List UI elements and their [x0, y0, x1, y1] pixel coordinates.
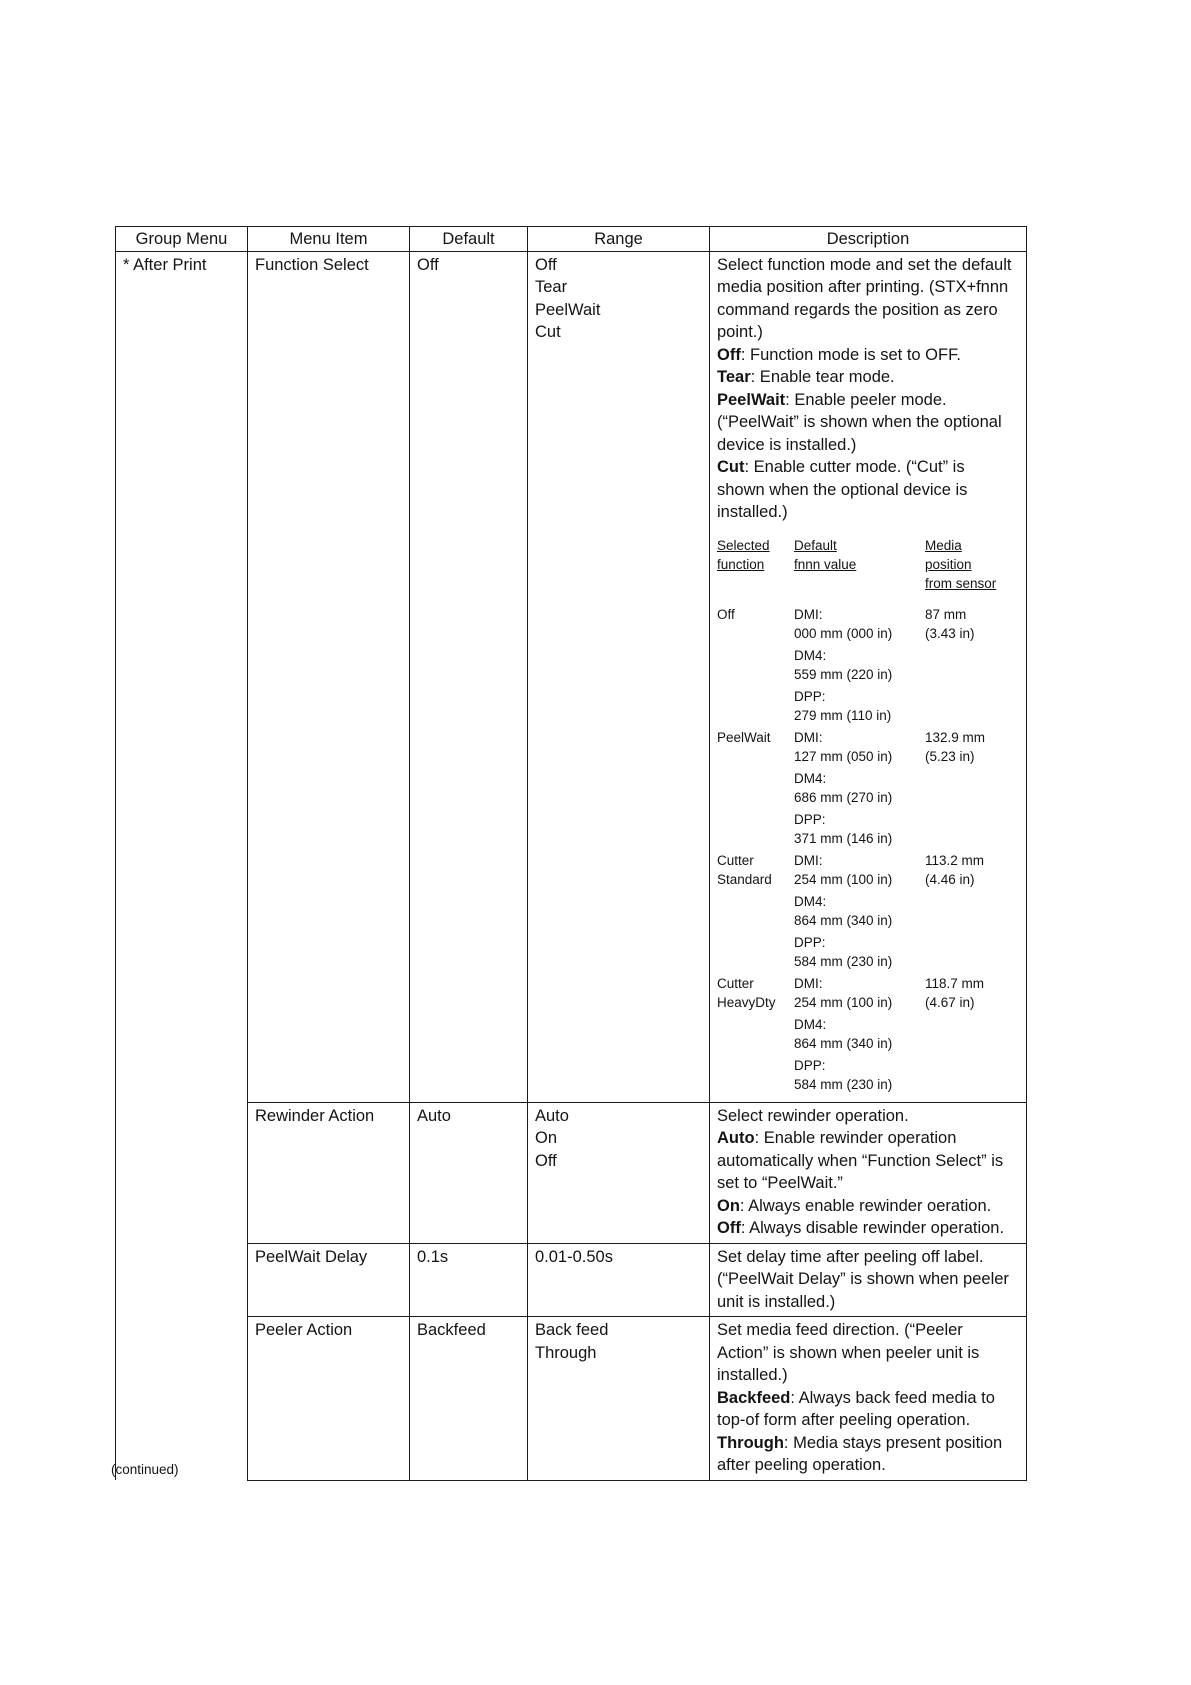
description-option-line: [717, 1127, 1019, 1150]
fnnn-position-in: (4.46 in): [925, 871, 975, 887]
table-row-peeler-action: [116, 1317, 1027, 1481]
fnnn-value: 686 mm (270 in): [794, 789, 893, 805]
fnnn-position-mm: 87 mm: [925, 606, 967, 622]
fnnn-values: [794, 728, 925, 851]
fnnn-model: DMI:: [794, 975, 823, 991]
menu-item-cell: PeelWait Delay: [248, 1243, 410, 1317]
fnnn-value: 000 mm (000 in): [794, 625, 893, 641]
description-line: after peeling operation.: [717, 1456, 886, 1474]
menu-item-cell: Rewinder Action: [248, 1102, 410, 1243]
range-option: Cut: [535, 323, 561, 341]
option-text: : Enable cutter mode. (“Cut” is: [744, 458, 965, 476]
description-line: media position after printing. (STX+fnnn: [717, 278, 1009, 296]
keyword: Auto: [717, 1129, 755, 1147]
fnnn-value-block: [794, 892, 925, 930]
fnnn-value-block: [794, 1015, 925, 1053]
fnnn-value-table: [717, 536, 1019, 1097]
description-line: top-of form after peeling operation.: [717, 1411, 971, 1429]
option-text: : Enable tear mode.: [750, 368, 895, 386]
fnnn-position: [925, 728, 1019, 851]
description-line: (“PeelWait Delay” is shown when peeler: [717, 1270, 1009, 1288]
fnnn-values: [794, 974, 925, 1097]
fnnn-value-block: [794, 687, 925, 725]
fnnn-header-text: fnnn value: [794, 556, 857, 572]
fnnn-value-block: [794, 646, 925, 684]
range-option: Back feed: [535, 1321, 609, 1339]
fnnn-function: [717, 974, 794, 1097]
keyword: Tear: [717, 368, 751, 386]
description-cell: [710, 1317, 1027, 1481]
option-text: : Always back feed media to: [790, 1388, 995, 1407]
fnnn-position-mm: 132.9 mm: [925, 729, 986, 745]
fnnn-model: DMI:: [794, 729, 823, 745]
description-cell: [710, 251, 1027, 1102]
description-option-line: [717, 456, 1019, 479]
description-option-line: [717, 344, 1019, 367]
fnnn-function-text: Off: [717, 606, 735, 622]
fnnn-value-block: [794, 1056, 925, 1094]
fnnn-row-peelwait: [717, 728, 1019, 851]
fnnn-header-text: Media: [925, 537, 962, 553]
table-row-rewinder-action: [116, 1102, 1027, 1243]
header-group-menu: Group Menu: [116, 227, 248, 252]
description-line: set to “PeelWait.”: [717, 1174, 843, 1192]
fnnn-model: DPP:: [794, 934, 826, 950]
fnnn-value: 864 mm (340 in): [794, 1035, 893, 1051]
description-line: device is installed.): [717, 435, 857, 454]
option-text: : Always enable rewinder oeration.: [739, 1196, 992, 1215]
description-line: Set delay time after peeling off label.: [717, 1247, 984, 1266]
table-row-function-select: [116, 251, 1027, 1102]
range-option: Tear: [535, 278, 568, 296]
fnnn-values: [794, 605, 925, 728]
fnnn-function-text: HeavyDty: [717, 994, 776, 1010]
range-option: PeelWait: [535, 300, 601, 319]
description-line: automatically when “Function Select” is: [717, 1151, 1004, 1170]
keyword: Off: [717, 1219, 741, 1237]
option-text: : Function mode is set to OFF.: [740, 345, 961, 364]
range-cell: [528, 1102, 710, 1243]
range-option: Off: [535, 255, 557, 274]
fnnn-position-in: (4.67 in): [925, 994, 975, 1010]
fnnn-model: DM4:: [794, 893, 827, 909]
menu-item-cell: Peeler Action: [248, 1317, 410, 1481]
fnnn-value-block: [794, 974, 925, 1012]
fnnn-value-block: [794, 933, 925, 971]
description-line: point.): [717, 323, 763, 341]
description-option-line: [717, 1217, 1019, 1240]
menu-item-cell: Function Select: [248, 251, 410, 1102]
fnnn-position: [925, 605, 1019, 728]
description-line: shown when the optional device is: [717, 480, 968, 499]
range-cell: [528, 1317, 710, 1481]
fnnn-function: [717, 728, 794, 851]
description-line: command regards the position as zero: [717, 300, 998, 319]
fnnn-value: 279 mm (110 in): [794, 707, 892, 723]
description-line: Select function mode and set the default: [717, 255, 1012, 274]
fnnn-position-in: (5.23 in): [925, 748, 975, 764]
fnnn-model: DPP:: [794, 811, 826, 827]
fnnn-value: 127 mm (050 in): [794, 748, 893, 764]
description-line: (“PeelWait” is shown when the optional: [717, 413, 1002, 431]
continued-note: (continued): [111, 1462, 179, 1477]
option-text: : Enable peeler mode.: [785, 390, 947, 409]
header-description: Description: [710, 227, 1027, 252]
fnnn-value: 584 mm (230 in): [794, 1076, 893, 1092]
fnnn-row-cutter-standard: [717, 851, 1019, 974]
fnnn-position-in: (3.43 in): [925, 625, 975, 641]
fnnn-model: DM4:: [794, 770, 827, 786]
header-range: Range: [528, 227, 710, 252]
fnnn-value: 559 mm (220 in): [794, 666, 893, 682]
range-cell: [528, 1243, 710, 1317]
fnnn-function-text: PeelWait: [717, 729, 771, 745]
fnnn-value-block: [794, 605, 925, 643]
description-option-line: [717, 366, 1019, 389]
keyword: Backfeed: [717, 1388, 791, 1407]
fnnn-model: DMI:: [794, 606, 823, 622]
range-option: Auto: [535, 1106, 569, 1125]
fnnn-model: DMI:: [794, 852, 823, 868]
fnnn-position: [925, 851, 1019, 974]
fnnn-header-row: [717, 536, 1019, 605]
range-option: On: [535, 1129, 558, 1147]
fnnn-header-text: function: [717, 556, 765, 572]
fnnn-header-text: Default: [794, 537, 837, 553]
fnnn-model: DM4:: [794, 647, 827, 663]
fnnn-value-block: [794, 810, 925, 848]
fnnn-value: 584 mm (230 in): [794, 953, 893, 969]
fnnn-value: 254 mm (100 in): [794, 994, 893, 1010]
description-option-line: [717, 1195, 1019, 1218]
fnnn-position-mm: 113.2 mm: [925, 852, 985, 868]
header-menu-item: Menu Item: [248, 227, 410, 252]
default-cell: Off: [410, 251, 528, 1102]
fnnn-value: 254 mm (100 in): [794, 871, 893, 887]
fnnn-value-block: [794, 728, 925, 766]
option-text: : Always disable rewinder operation.: [740, 1219, 1005, 1237]
fnnn-position: [925, 974, 1019, 1097]
keyword: On: [717, 1196, 740, 1215]
keyword: Off: [717, 345, 741, 364]
description-option-line: [717, 1387, 1019, 1410]
description-line: unit is installed.): [717, 1292, 836, 1311]
description-option-line: [717, 1432, 1019, 1455]
range-option: 0.01-0.50s: [535, 1247, 613, 1266]
table-header-row: [116, 227, 1027, 252]
default-cell: Auto: [410, 1102, 528, 1243]
fnnn-model: DPP:: [794, 688, 826, 704]
group-menu-cell: * After Print: [116, 251, 248, 1480]
fnnn-value: 864 mm (340 in): [794, 912, 893, 928]
fnnn-header-text: Selected: [717, 537, 770, 553]
range-option: Through: [535, 1343, 597, 1362]
description-cell: [710, 1243, 1027, 1317]
range-option: Off: [535, 1151, 557, 1170]
description-option-line: [717, 389, 1019, 412]
fnnn-function: [717, 605, 794, 728]
fnnn-function-text: Standard: [717, 871, 772, 887]
fnnn-value-block: [794, 851, 925, 889]
header-default: Default: [410, 227, 528, 252]
description-line: installed.): [717, 1366, 788, 1384]
range-cell: [528, 251, 710, 1102]
settings-table: [115, 226, 1027, 1481]
fnnn-function: [717, 851, 794, 974]
fnnn-header-position: [925, 536, 1019, 605]
keyword: Through: [717, 1433, 784, 1452]
fnnn-header-text: from sensor: [925, 575, 997, 591]
description-line: Select rewinder operation.: [717, 1106, 909, 1125]
fnnn-values: [794, 851, 925, 974]
description-cell: [710, 1102, 1027, 1243]
fnnn-row-off: [717, 605, 1019, 728]
fnnn-position-mm: 118.7 mm: [925, 975, 985, 991]
fnnn-model: DPP:: [794, 1057, 826, 1073]
fnnn-header-function: [717, 536, 794, 605]
description-line: installed.): [717, 503, 788, 521]
fnnn-header-default: [794, 536, 925, 605]
description-line: Set media feed direction. (“Peeler: [717, 1321, 963, 1339]
table-row-peelwait-delay: [116, 1243, 1027, 1317]
default-cell: 0.1s: [410, 1243, 528, 1317]
keyword: PeelWait: [717, 390, 786, 409]
fnnn-model: DM4:: [794, 1016, 827, 1032]
option-text: : Enable rewinder operation: [754, 1129, 957, 1147]
fnnn-value: 371 mm (146 in): [794, 830, 893, 846]
default-cell: Backfeed: [410, 1317, 528, 1481]
fnnn-value-block: [794, 769, 925, 807]
fnnn-header-text: position: [925, 556, 972, 572]
fnnn-function-text: Cutter: [717, 852, 754, 868]
fnnn-function-text: Cutter: [717, 975, 754, 991]
keyword: Cut: [717, 458, 745, 476]
option-text: : Media stays present position: [783, 1433, 1003, 1452]
description-line: Action” is shown when peeler unit is: [717, 1343, 980, 1362]
fnnn-row-cutter-heavydty: [717, 974, 1019, 1097]
